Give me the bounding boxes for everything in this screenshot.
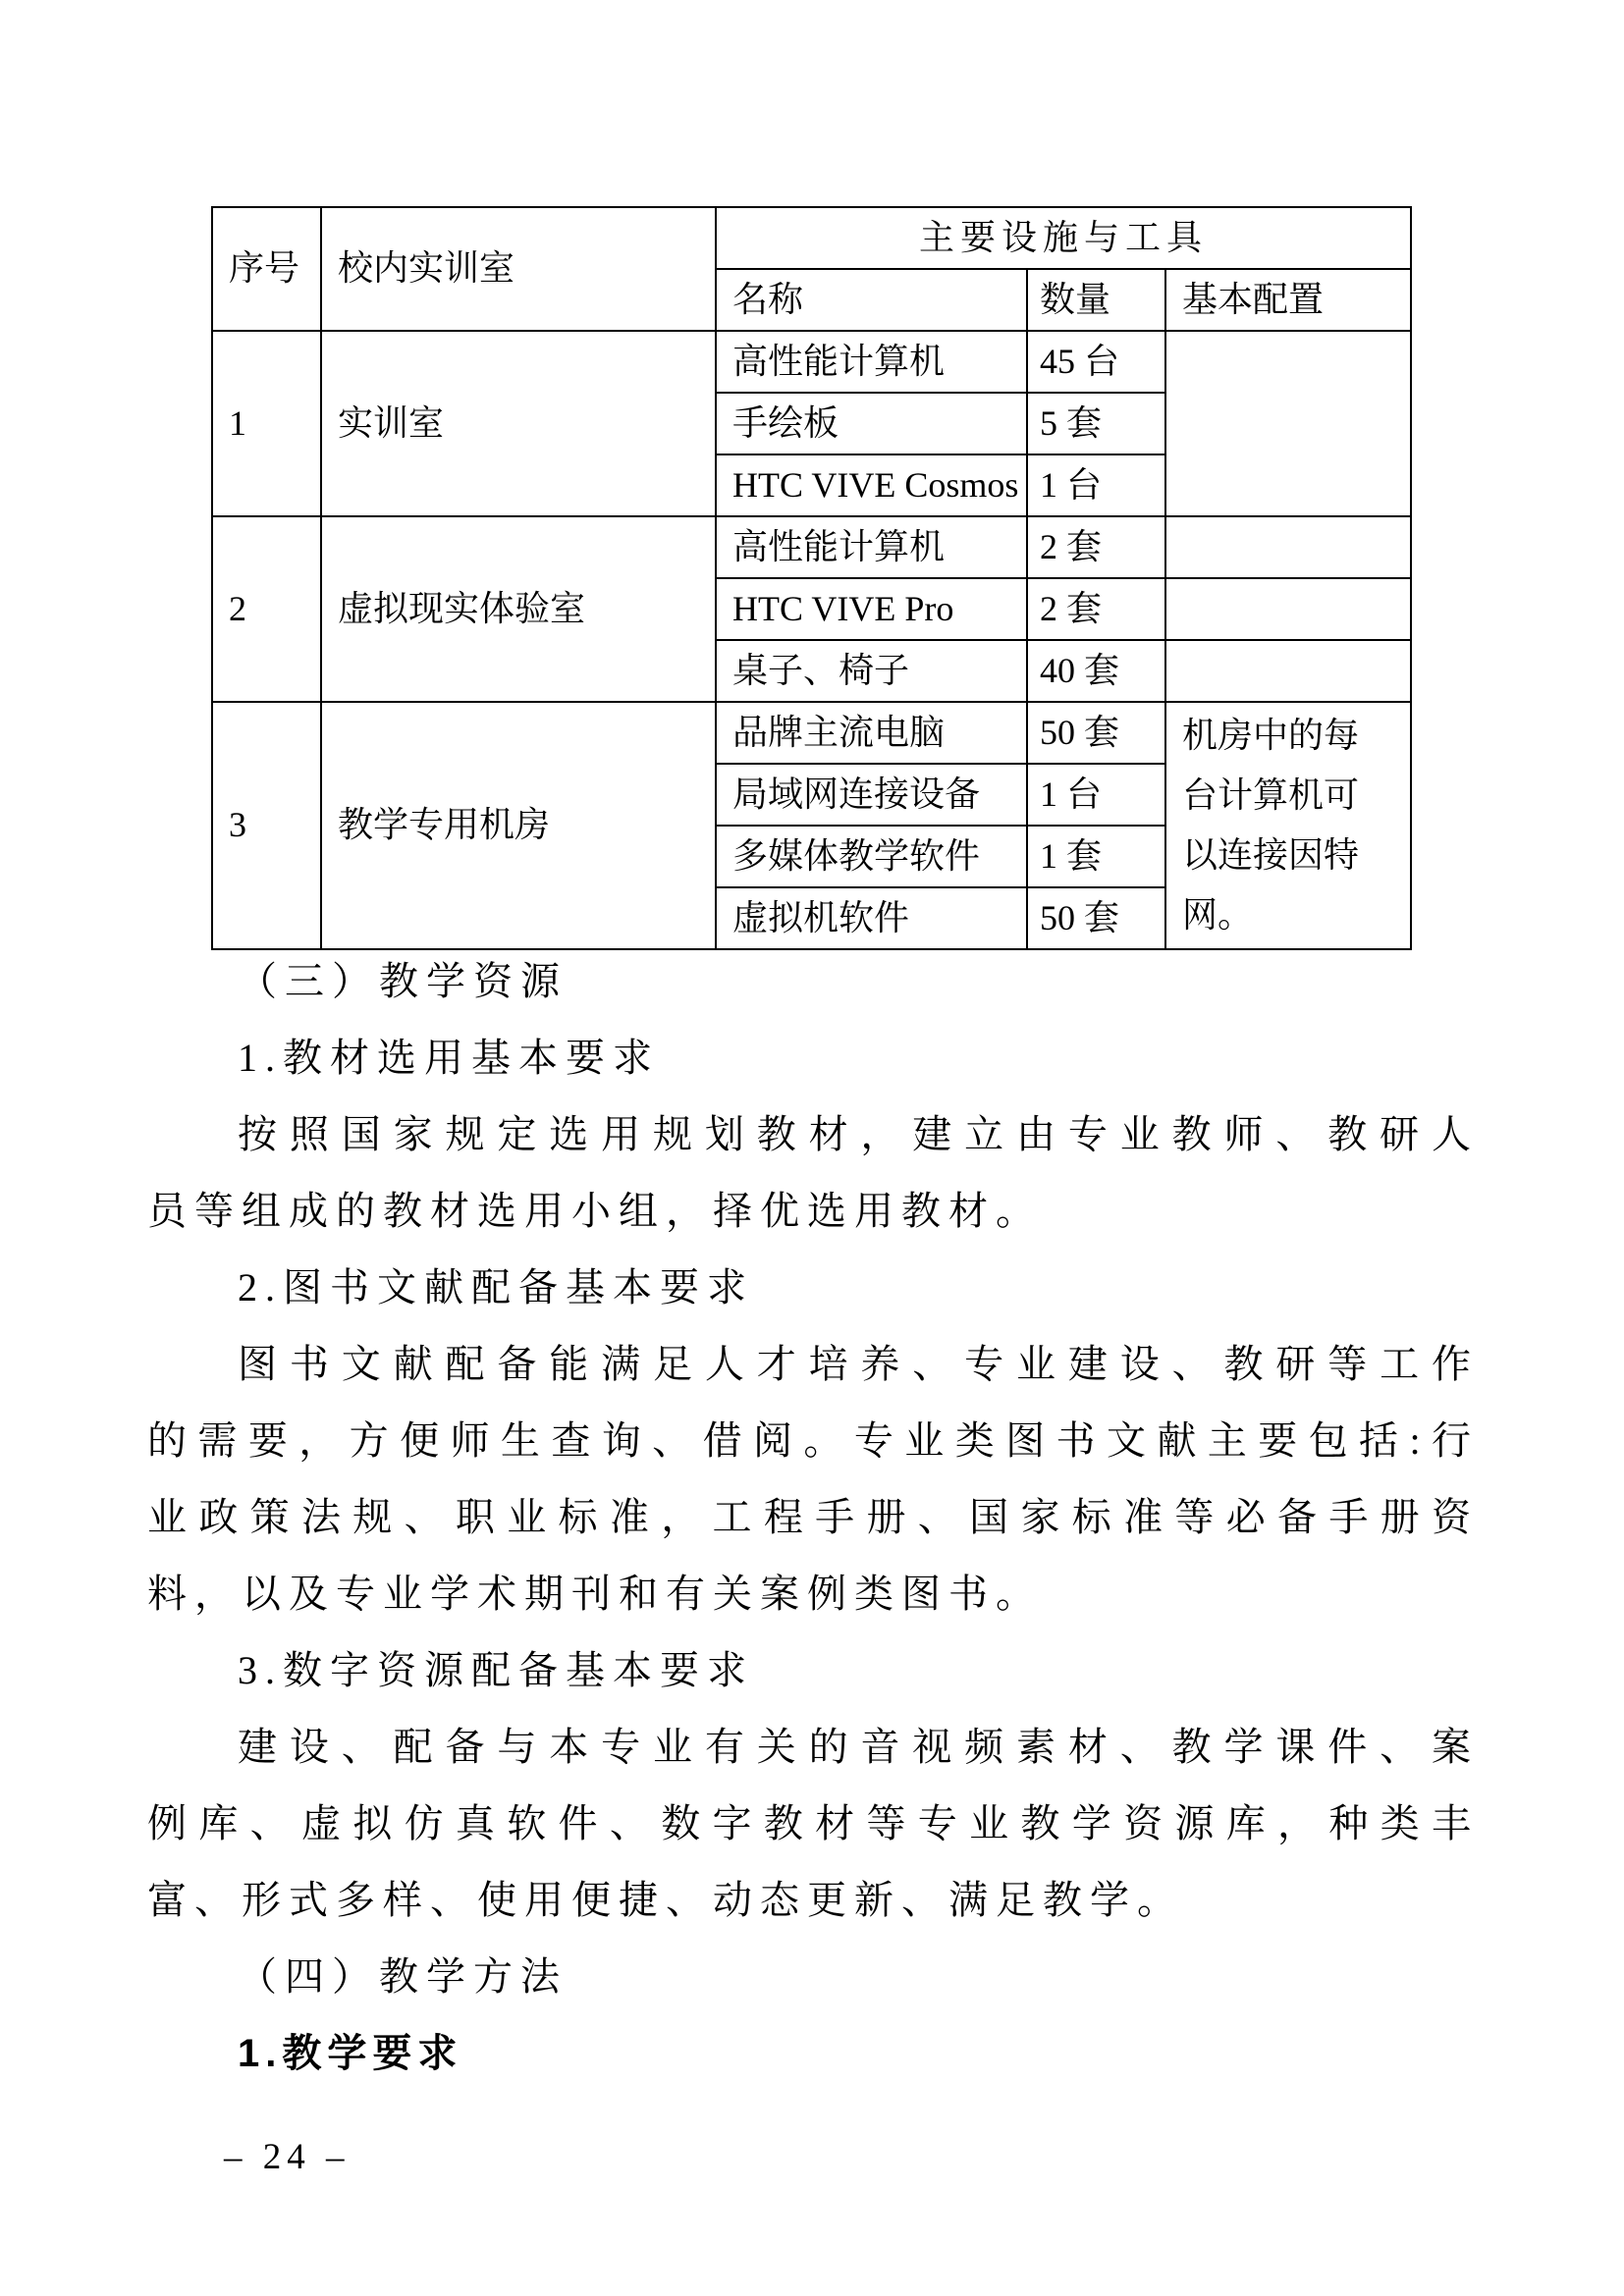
paragraph-line: 按照国家规定选用规划教材，建立由专业教师、教研人 <box>238 1112 1479 1156</box>
cell-index: 2 <box>212 516 321 702</box>
cell-config <box>1165 640 1411 702</box>
cell-item-name: HTC VIVE Cosmos <box>716 454 1027 516</box>
header-index: 序号 <box>212 207 321 331</box>
cell-item-name: 手绘板 <box>716 393 1027 454</box>
header-facilities-group: 主要设施与工具 <box>716 207 1411 269</box>
cell-item-qty: 40 套 <box>1027 640 1165 702</box>
cell-item-qty: 50 套 <box>1027 887 1165 949</box>
cell-item-qty: 50 套 <box>1027 702 1165 764</box>
cell-item-qty: 45 台 <box>1027 331 1165 393</box>
page-number: – 24 – <box>224 2137 351 2177</box>
section-heading-3: （三）教学资源 <box>238 959 568 1003</box>
header-name: 名称 <box>716 269 1027 331</box>
cell-room: 虚拟现实体验室 <box>321 516 716 702</box>
paragraph-line: 图书文献配备能满足人才培养、专业建设、教研等工作 <box>238 1342 1479 1386</box>
subsection-heading: 1.教材选用基本要求 <box>238 1036 660 1080</box>
paragraph-line: 建设、配备与本专业有关的音视频素材、教学课件、案 <box>238 1725 1479 1769</box>
paragraph-line: 员等组成的教材选用小组，择优选用教材。 <box>147 1189 1043 1233</box>
subsection-heading: 2.图书文献配备基本要求 <box>238 1265 754 1309</box>
paragraph-line: 业政策法规、职业标准，工程手册、国家标准等必备手册资 <box>147 1495 1479 1539</box>
cell-item-qty: 2 套 <box>1027 578 1165 640</box>
paragraph-line: 的需要，方便师生查询、借阅。专业类图书文献主要包括:行 <box>147 1418 1479 1463</box>
cell-config <box>1165 516 1411 578</box>
cell-config <box>1165 578 1411 640</box>
cell-config: 机房中的每台计算机可以连接因特网。 <box>1165 702 1411 949</box>
cell-item-name: 品牌主流电脑 <box>716 702 1027 764</box>
table-header-row <box>212 207 1411 269</box>
header-room: 校内实训室 <box>321 207 716 331</box>
table-row <box>212 702 1411 764</box>
cell-config <box>1165 331 1411 516</box>
cell-item-qty: 1 台 <box>1027 764 1165 826</box>
cell-item-name: 高性能计算机 <box>716 331 1027 393</box>
cell-item-name: 虚拟机软件 <box>716 887 1027 949</box>
header-config: 基本配置 <box>1165 269 1411 331</box>
table-row <box>212 516 1411 578</box>
facilities-table <box>211 206 1412 950</box>
table-row <box>212 331 1411 393</box>
cell-item-qty: 5 套 <box>1027 393 1165 454</box>
cell-item-qty: 2 套 <box>1027 516 1165 578</box>
body-text <box>147 943 1479 2092</box>
header-qty: 数量 <box>1027 269 1165 331</box>
cell-item-qty: 1 套 <box>1027 826 1165 887</box>
paragraph-line: 料，以及专业学术期刊和有关案例类图书。 <box>147 1572 1043 1616</box>
cell-room: 实训室 <box>321 331 716 516</box>
cell-item-name: 桌子、椅子 <box>716 640 1027 702</box>
cell-index: 3 <box>212 702 321 949</box>
cell-item-qty: 1 台 <box>1027 454 1165 516</box>
cell-item-name: 高性能计算机 <box>716 516 1027 578</box>
cell-index: 1 <box>212 331 321 516</box>
cell-item-name: HTC VIVE Pro <box>716 578 1027 640</box>
subsection-heading-bold: 1.教学要求 <box>238 2032 463 2075</box>
cell-item-name: 局域网连接设备 <box>716 764 1027 826</box>
paragraph-line: 富、形式多样、使用便捷、动态更新、满足教学。 <box>147 1878 1184 1922</box>
cell-item-name: 多媒体教学软件 <box>716 826 1027 887</box>
paragraph-line: 例库、虚拟仿真软件、数字教材等专业教学资源库，种类丰 <box>147 1801 1479 1845</box>
subsection-heading: 3.数字资源配备基本要求 <box>238 1648 754 1692</box>
cell-room: 教学专用机房 <box>321 702 716 949</box>
section-heading-4: （四）教学方法 <box>238 1954 568 1999</box>
